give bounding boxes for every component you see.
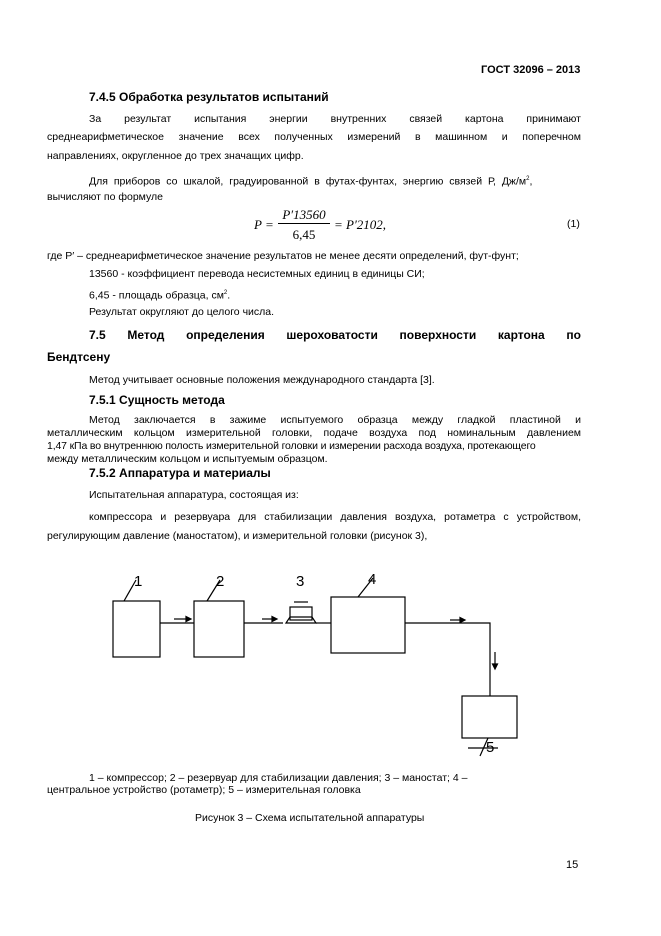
compressor-box: [113, 601, 160, 657]
punctuation: ,: [529, 175, 533, 188]
legend-text: 1 – компрессор; 2 – резервуар для стабилизации давления; 3 – маностат; 4 –: [89, 772, 468, 784]
paragraph-line: Результат округляют до целого числа.: [89, 306, 275, 318]
superscript: 2: [223, 290, 228, 296]
section-heading-7-5: 7.5 Метод определения шероховатости поверхности картона по: [89, 328, 581, 342]
diagram-label-1: 1: [134, 573, 143, 590]
paragraph-line: Метод учитывает основные положения международного стандарта [3].: [89, 374, 435, 386]
arrowhead: [460, 618, 465, 623]
paragraph-line: За результат испытания энергии внутренних связей картона принимают: [89, 113, 581, 125]
section-heading-7-5-1: 7.5.1 Сущность метода: [89, 393, 225, 407]
apparatus-diagram: [0, 560, 661, 760]
paragraph-line: [89, 173, 532, 189]
paragraph-line: металлическим кольцом измерительной головки, подаче воздуха под номинальным давлением: [47, 427, 581, 439]
diagram-label-2: 2: [216, 573, 225, 590]
superscript: 2: [526, 176, 530, 182]
figure-legend-line: центральное устройство (ротаметр); 5 – измерительная головка: [47, 784, 361, 796]
arrowhead: [493, 664, 498, 669]
arrowhead: [186, 617, 191, 622]
arrowhead: [272, 617, 277, 622]
formula-denominator: 6,45: [292, 227, 316, 242]
paragraph-line: между металлическим кольцом и испытуемым образцом.: [47, 453, 328, 465]
paragraph-line: вычисляют по формуле: [47, 191, 163, 203]
paragraph-line: [89, 287, 230, 303]
paragraph-line: Метод заключается в зажиме испытуемого образца между гладкой пластиной и: [89, 414, 581, 426]
section-heading-7-5-2: 7.5.2 Аппаратура и материалы: [89, 466, 271, 480]
paragraph-line: среднеарифметическое значение всех полученных измерений в машинном и поперечном: [47, 131, 581, 143]
formula-numerator: P′13560: [282, 207, 326, 222]
page-number: 15: [566, 859, 579, 871]
paragraph-text: 6,45 - площадь образца, см: [89, 289, 224, 302]
diagram-label-3: 3: [296, 573, 305, 590]
reservoir-box: [194, 601, 244, 657]
paragraph-line: 13560 - коэффициент перевода несистемных единиц в единицы СИ;: [89, 268, 425, 280]
measuring-head-box: [462, 696, 517, 738]
paragraph-line: Испытательная аппаратура, состоящая из:: [89, 489, 299, 501]
diagram-label-4: 4: [368, 571, 377, 588]
formula-rhs: = P′2102,: [334, 217, 387, 232]
manostat-symbol: [290, 607, 312, 620]
paragraph-text: Для приборов со шкалой, градуированной в футах-фунтах, энергию связей Р, Дж/м: [89, 175, 527, 188]
figure-caption: Рисунок 3 – Схема испытательной аппаратуры: [195, 812, 425, 824]
fraction-bar: [278, 223, 330, 224]
formula-lhs: P =: [254, 217, 274, 232]
formula-number: (1): [567, 218, 580, 230]
document-standard-number: ГОСТ 32096 – 2013: [481, 64, 581, 76]
section-heading-7-4-5: 7.4.5 Обработка результатов испытаний: [89, 90, 329, 104]
section-heading-7-5-cont: Бендтсену: [47, 350, 111, 364]
connection-line: [405, 623, 490, 696]
paragraph-line: 1,47 кПа во внутреннюю полость измерительной головки и измерении расхода воздуха, протекающего: [47, 440, 536, 452]
paragraph-line: регулирующим давление (маностатом), и измерительной головки (рисунок 3),: [47, 530, 428, 542]
diagram-label-5: 5: [486, 739, 495, 756]
paragraph-line: где P′ – среднеарифметическое значение результатов не менее десяти определений, фут-фунт;: [47, 250, 519, 262]
rotameter-box: [331, 597, 405, 653]
paragraph-line: компрессора и резервуара для стабилизации давления воздуха, ротаметра с устройством,: [89, 511, 581, 523]
punctuation: .: [227, 289, 231, 302]
paragraph-line: направлениях, округленное до трех значащих цифр.: [47, 150, 304, 162]
